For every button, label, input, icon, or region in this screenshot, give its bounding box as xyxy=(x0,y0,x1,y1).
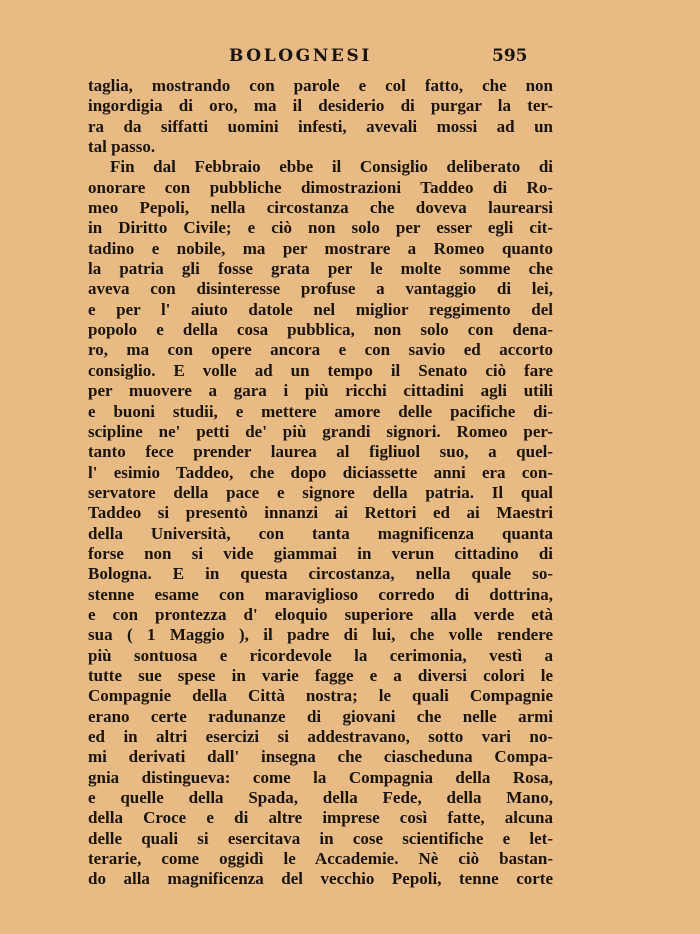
text-line: ra da siffatti uomini infesti, avevali mossi ad un xyxy=(88,116,553,136)
body-text xyxy=(88,76,553,890)
text-line: forse non si vide giammai in verun cittadino di xyxy=(88,543,553,563)
text-line: tanto fece prender laurea al figliuol suo, a quel- xyxy=(88,442,553,462)
text-line: più sontuosa e ricordevole la cerimonia, vestì a xyxy=(88,645,553,665)
text-line: e buoni studii, e mettere amore delle pacifiche di- xyxy=(88,401,553,421)
text-line: meo Pepoli, nella circostanza che doveva laurearsi xyxy=(88,198,553,218)
text-line: della Croce e di altre imprese così fatte, alcuna xyxy=(88,808,553,828)
text-line: e per l' aiuto datole nel miglior reggimento del xyxy=(88,299,553,319)
text-line: Taddeo si presentò innanzi ai Rettori ed ai Maestri xyxy=(88,503,553,523)
text-line: Compagnie della Città nostra; le quali Compagnie xyxy=(88,686,553,706)
text-line: onorare con pubbliche dimostrazioni Taddeo di Ro- xyxy=(88,177,553,197)
text-line: gnia distingueva: come la Compagnia della Rosa, xyxy=(88,767,553,787)
text-line: taglia, mostrando con parole e col fatto, che non xyxy=(88,76,553,95)
text-line: ro, ma con opere ancora e con savio ed accorto xyxy=(88,340,553,360)
text-line: ed in altri esercizi si addestravano, sotto vari no- xyxy=(88,727,553,746)
text-line: mi derivati dall' insegna che ciascheduna Compa- xyxy=(88,747,553,767)
text-line: e quelle della Spada, della Fede, della Mano, xyxy=(88,788,553,808)
text-line: popolo e della cosa pubblica, non solo con dena- xyxy=(88,320,553,340)
text-line: consiglio. E volle ad un tempo il Senato ciò fare xyxy=(88,360,553,380)
text-line: in Diritto Civile; e ciò non solo per esser egli cit- xyxy=(88,218,553,238)
text-line: terarie, come oggidì le Accademie. Nè ciò bastan- xyxy=(88,849,553,869)
page-number: 595 xyxy=(492,46,528,66)
text-line: l' esimio Taddeo, che dopo diciassette anni era con- xyxy=(88,462,553,482)
running-header-title: BOLOGNESI xyxy=(229,46,372,66)
text-line: e con prontezza d' eloquio superiore alla verde età xyxy=(88,604,553,624)
text-line: per muovere a gara i più ricchi cittadini agli utili xyxy=(88,381,553,401)
text-line: servatore della pace e signore della patria. Il qual xyxy=(88,482,553,502)
text-line: ingordigia di oro, ma il desiderio di purgar la ter- xyxy=(88,96,553,116)
text-line: Fin dal Febbraio ebbe il Consiglio deliberato di xyxy=(110,157,553,177)
text-line: scipline ne' petti de' più grandi signori. Romeo per- xyxy=(88,421,553,441)
text-line: Bologna. E in questa circostanza, nella quale so- xyxy=(88,564,553,584)
text-line: do alla magnificenza del vecchio Pepoli, tenne corte xyxy=(88,869,553,889)
text-line: tutte sue spese in varie fagge e a diversi colori le xyxy=(88,665,553,685)
text-line: sua ( 1 Maggio ), il padre di lui, che volle rendere xyxy=(88,625,553,645)
text-line: delle quali si esercitava in cose scientifiche e let- xyxy=(88,828,553,848)
text-line: la patria gli fosse grata per le molte somme che xyxy=(88,259,553,279)
text-line: della Università, con tanta magnificenza quanta xyxy=(88,523,553,543)
text-line: tal passo. xyxy=(88,137,156,157)
text-line: tadino e nobile, ma per mostrare a Romeo quanto xyxy=(88,238,553,258)
text-line: aveva con disinteresse profuse a vantaggio di lei, xyxy=(88,279,553,299)
text-line: erano certe radunanze di giovani che nelle armi xyxy=(88,706,553,726)
text-line: stenne esame con maraviglioso corredo di dottrina, xyxy=(88,584,553,604)
